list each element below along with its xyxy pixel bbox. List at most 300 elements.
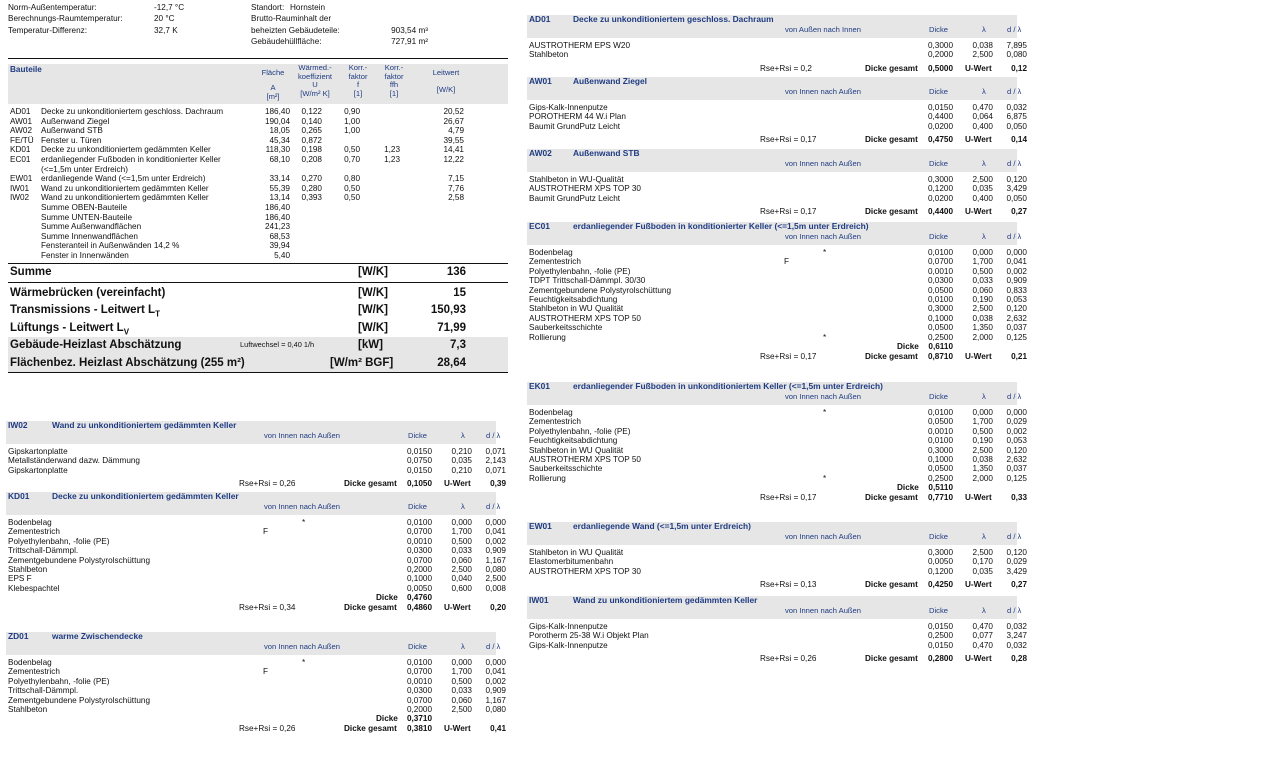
layer-thickness: 0,3000 bbox=[927, 175, 953, 184]
layer-lambda: 1,700 bbox=[972, 257, 993, 267]
layer-row bbox=[527, 473, 1027, 483]
layer-thickness: 0,0100 bbox=[406, 518, 432, 527]
info-label-2: Gebäudehüllfläche: bbox=[251, 37, 322, 47]
layer-lambda: 0,210 bbox=[451, 465, 472, 475]
summary-value: 28,64 bbox=[437, 356, 466, 369]
layer-row bbox=[527, 294, 1027, 304]
layer-thickness: 0,2500 bbox=[927, 332, 953, 342]
component-code: AD01 bbox=[529, 14, 551, 24]
component-name: erdanliegender Fußboden in konditionierter Keller (<=1,5m unter Erdreich) bbox=[573, 221, 869, 231]
col-d-lambda: d / λ bbox=[1007, 532, 1022, 541]
dicke-gesamt-value: 0,5000 bbox=[927, 63, 953, 73]
layer-lambda: 0,060 bbox=[972, 285, 993, 295]
col-lambda: λ bbox=[461, 502, 465, 511]
component-title bbox=[527, 522, 1017, 532]
layer-row bbox=[527, 454, 1027, 464]
layer-row bbox=[527, 417, 1027, 427]
layer-lambda: 0,500 bbox=[451, 676, 472, 686]
layer-row bbox=[527, 464, 1027, 474]
layer-name: Stahlbeton bbox=[8, 564, 48, 574]
dicke-label: Dicke bbox=[897, 483, 919, 493]
dicke-gesamt-value: 0,4250 bbox=[927, 580, 953, 590]
component-columns bbox=[527, 25, 1022, 38]
summary-label bbox=[10, 339, 181, 352]
u-wert-value: 0,28 bbox=[1011, 654, 1027, 664]
u-wert-label: U-Wert bbox=[965, 493, 992, 503]
component-columns bbox=[527, 532, 1022, 545]
dicke-value: 0,4760 bbox=[406, 593, 432, 603]
summary-unit: [kW] bbox=[358, 339, 383, 352]
layer-row bbox=[527, 285, 1027, 295]
layer-thickness: 0,0150 bbox=[406, 447, 432, 456]
layer-row bbox=[6, 574, 506, 584]
dicke-gesamt-label: Dicke gesamt bbox=[344, 724, 397, 734]
bauteil-code: EC01 bbox=[10, 154, 31, 164]
layer-name: Zementestrich bbox=[8, 527, 60, 537]
dicke-gesamt-value: 0,3810 bbox=[406, 724, 432, 734]
dicke-gesamt-label: Dicke gesamt bbox=[865, 654, 918, 664]
layer-name: Zementgebundene Polystyrolschüttung bbox=[8, 695, 151, 705]
layer-d-lambda: 7,895 bbox=[1006, 41, 1027, 50]
bauteil-f: 0,90 bbox=[344, 107, 360, 116]
sum-label: Summe Innenwandflächen bbox=[41, 231, 138, 241]
bauteil-f: 0,50 bbox=[344, 193, 360, 203]
layer-thickness: 0,0010 bbox=[927, 426, 953, 436]
dicke-gesamt-value: 0,4860 bbox=[406, 603, 432, 613]
layer-lambda: 1,700 bbox=[451, 667, 472, 677]
component-name: Wand zu unkonditioniertem gedämmten Keller bbox=[52, 420, 237, 430]
layer-name: Bodenbelag bbox=[8, 518, 52, 527]
table-row bbox=[8, 165, 508, 175]
layer-d-lambda: 0,002 bbox=[1006, 266, 1027, 276]
layer-lambda: 0,170 bbox=[972, 557, 993, 567]
bauteil-leitwert: 7,15 bbox=[448, 174, 464, 184]
layer-name: Polyethylenbahn, -folie (PE) bbox=[529, 266, 631, 276]
layer-lambda: 0,470 bbox=[972, 640, 993, 650]
dicke-gesamt-label: Dicke gesamt bbox=[344, 479, 397, 489]
layer-thickness: 0,1200 bbox=[927, 184, 953, 194]
rse-rsi: Rse+Rsi = 0,17 bbox=[760, 135, 817, 145]
sum-row bbox=[8, 232, 508, 242]
bauteil-leitwert: 2,58 bbox=[448, 193, 464, 203]
bauteil-u: 0,280 bbox=[301, 183, 322, 193]
col-d-lambda: d / λ bbox=[1007, 87, 1022, 96]
layer-mark: F bbox=[263, 667, 269, 677]
layer-name: Gips-Kalk-Innenputze bbox=[529, 622, 608, 631]
component-columns bbox=[527, 606, 1022, 619]
bauteil-code: KD01 bbox=[10, 145, 31, 155]
info-label: Temperatur-Differenz: bbox=[8, 25, 88, 35]
layer-thickness: 0,0700 bbox=[406, 527, 432, 537]
summary-label bbox=[10, 287, 165, 300]
sum-area: 186,40 bbox=[264, 202, 290, 212]
bauteil-f: 1,00 bbox=[344, 126, 360, 136]
layer-name: Trittschall-Dämmpl. bbox=[8, 686, 79, 696]
rse-rsi: Rse+Rsi = 0,2 bbox=[760, 63, 812, 73]
layer-thickness: 0,0100 bbox=[927, 248, 953, 257]
direction: von Innen nach Außen bbox=[264, 642, 340, 651]
component-title bbox=[527, 15, 1017, 25]
layer-thickness: 0,0200 bbox=[927, 121, 953, 131]
sum-row bbox=[8, 213, 508, 223]
layer-name: Elastomerbitumenbahn bbox=[529, 557, 614, 567]
info-label-2: beheizten Gebäudeteile: bbox=[251, 25, 340, 35]
u-wert-value: 0,33 bbox=[1011, 493, 1027, 503]
u-wert-label: U-Wert bbox=[965, 207, 992, 217]
bauteil-ffh: 1,23 bbox=[384, 145, 400, 155]
layer-d-lambda: 6,875 bbox=[1006, 112, 1027, 122]
dicke-value: 0,5110 bbox=[928, 483, 953, 493]
layer-name: Stahlbeton in WU Qualität bbox=[529, 445, 624, 455]
layer-thickness: 0,0200 bbox=[927, 193, 953, 203]
rse-rsi: Rse+Rsi = 0,26 bbox=[760, 654, 817, 664]
layer-thickness: 0,1000 bbox=[927, 454, 953, 464]
col-lambda: λ bbox=[982, 392, 986, 401]
layer-row bbox=[527, 622, 1027, 631]
layer-name: Stahlbeton bbox=[529, 50, 569, 60]
layer-lambda: 1,350 bbox=[972, 464, 993, 474]
layer-row bbox=[527, 436, 1027, 446]
layer-name: Porotherm 25-38 W.i Objekt Plan bbox=[529, 631, 649, 641]
layer-mark: * bbox=[823, 248, 827, 257]
layer-lambda: 0,190 bbox=[972, 294, 993, 304]
layer-name: Rollierung bbox=[529, 332, 566, 342]
rse-rsi: Rse+Rsi = 0,17 bbox=[760, 351, 817, 361]
layer-row bbox=[527, 557, 1027, 567]
dicke-row bbox=[527, 483, 1017, 493]
layer-name: Klebespachtel bbox=[8, 583, 60, 593]
layer-row bbox=[6, 518, 506, 527]
dicke-row bbox=[6, 593, 496, 603]
layer-thickness: 0,0150 bbox=[927, 622, 953, 631]
direction: von Innen nach Außen bbox=[785, 532, 861, 541]
layer-thickness: 0,0300 bbox=[406, 686, 432, 696]
dicke-gesamt-label: Dicke gesamt bbox=[344, 603, 397, 613]
layer-name: Gips-Kalk-Innenputze bbox=[529, 640, 608, 650]
layer-lambda: 0,470 bbox=[972, 622, 993, 631]
summary-row bbox=[8, 355, 508, 373]
layer-row bbox=[6, 695, 506, 705]
component-title bbox=[527, 77, 1017, 87]
sum-row bbox=[8, 222, 508, 232]
project-info bbox=[8, 3, 508, 49]
layer-thickness: 0,2000 bbox=[406, 704, 432, 714]
col-korr-ffh: Korr.- faktor ffh [1] bbox=[384, 63, 404, 98]
summary-row bbox=[8, 302, 508, 320]
info-value-3: 903,54 m³ bbox=[391, 25, 428, 35]
table-row bbox=[8, 184, 508, 194]
table-row bbox=[8, 145, 508, 155]
col-d-lambda: d / λ bbox=[1007, 392, 1022, 401]
rse-rsi: Rse+Rsi = 0,17 bbox=[760, 493, 817, 503]
layer-name: Baumit GrundPutz Leicht bbox=[529, 193, 621, 203]
component-columns bbox=[527, 392, 1022, 405]
component-columns bbox=[527, 87, 1022, 100]
info-label-2: Brutto-Rauminhalt der bbox=[251, 14, 332, 24]
layer-thickness: 0,2000 bbox=[927, 50, 953, 60]
col-d-lambda: d / λ bbox=[1007, 159, 1022, 168]
layer-d-lambda: 3,429 bbox=[1006, 184, 1027, 194]
info-row bbox=[8, 37, 508, 48]
u-wert-value: 0,14 bbox=[1011, 135, 1027, 145]
layer-name: Gipskartonplatte bbox=[8, 447, 68, 456]
col-dicke: Dicke bbox=[408, 642, 427, 651]
layer-row bbox=[527, 426, 1027, 436]
layer-d-lambda: 2,143 bbox=[485, 456, 506, 466]
component-iw01 bbox=[527, 595, 1027, 664]
dicke-gesamt-value: 0,4400 bbox=[927, 207, 953, 217]
dicke-row bbox=[527, 342, 1017, 352]
layer-thickness: 0,0750 bbox=[406, 456, 432, 466]
layer-row bbox=[527, 112, 1027, 122]
layer-name: Bodenbelag bbox=[8, 658, 52, 667]
layer-row bbox=[527, 193, 1027, 203]
layer-row bbox=[527, 323, 1027, 333]
sum-label: Fensteranteil in Außenwänden 14,2 % bbox=[41, 241, 180, 251]
layer-thickness: 0,0010 bbox=[927, 266, 953, 276]
dicke-gesamt-label: Dicke gesamt bbox=[865, 135, 918, 145]
sum-area: 68,53 bbox=[269, 231, 290, 241]
component-name: Wand zu unkonditioniertem gedämmten Keller bbox=[573, 595, 758, 605]
layer-d-lambda: 0,002 bbox=[485, 536, 506, 546]
layer-d-lambda: 0,909 bbox=[1006, 276, 1027, 286]
direction: von Innen nach Außen bbox=[785, 159, 861, 168]
u-wert-label: U-Wert bbox=[965, 351, 992, 361]
layer-lambda: 0,033 bbox=[451, 546, 472, 556]
layer-d-lambda: 0,909 bbox=[485, 546, 506, 556]
bauteil-area: 68,10 bbox=[269, 154, 290, 164]
bauteil-code: IW02 bbox=[10, 193, 30, 203]
layer-thickness: 0,0100 bbox=[927, 436, 953, 446]
layer-name: POROTHERM 44 W.i Plan bbox=[529, 112, 626, 122]
layer-d-lambda: 0,053 bbox=[1006, 294, 1027, 304]
layer-lambda: 2,500 bbox=[451, 564, 472, 574]
dicke-gesamt-label: Dicke gesamt bbox=[865, 493, 918, 503]
layer-d-lambda: 0,125 bbox=[1006, 473, 1027, 483]
component-title bbox=[6, 492, 496, 502]
layer-name: Sauberkeitsschichte bbox=[529, 323, 603, 333]
bauteil-area: 45,34 bbox=[269, 135, 290, 145]
bauteil-code: AW01 bbox=[10, 116, 32, 126]
summary-extra: Luftwechsel = 0,40 1/h bbox=[240, 340, 315, 350]
layer-lambda: 0,033 bbox=[972, 276, 993, 286]
layer-d-lambda: 0,041 bbox=[485, 667, 506, 677]
bauteil-leitwert: 26,67 bbox=[443, 116, 464, 126]
layer-row bbox=[6, 686, 506, 696]
info-value-2: Hornstein bbox=[290, 3, 326, 12]
info-row bbox=[8, 3, 508, 14]
summary-label bbox=[10, 322, 129, 336]
sum-area: 241,23 bbox=[264, 222, 290, 232]
layer-thickness: 0,2500 bbox=[927, 473, 953, 483]
layer-name: Feuchtigkeitsabdichtung bbox=[529, 294, 618, 304]
u-wert-value: 0,27 bbox=[1011, 207, 1027, 217]
layer-d-lambda: 0,037 bbox=[1006, 323, 1027, 333]
bauteil-desc: (<=1,5m unter Erdreich) bbox=[41, 164, 128, 174]
bauteil-area: 55,39 bbox=[269, 183, 290, 193]
col-lambda: λ bbox=[982, 159, 986, 168]
layer-thickness: 0,1000 bbox=[406, 574, 432, 584]
dicke-value: 0,3710 bbox=[406, 714, 432, 724]
layer-row bbox=[527, 257, 1027, 267]
col-dicke: Dicke bbox=[408, 502, 427, 511]
layer-lambda: 0,400 bbox=[972, 121, 993, 131]
bauteil-area: 190,04 bbox=[264, 116, 290, 126]
layer-d-lambda: 0,909 bbox=[485, 686, 506, 696]
layer-row bbox=[527, 266, 1027, 276]
u-wert-value: 0,39 bbox=[490, 479, 506, 489]
col-korr-f: Korr.- faktor f [1] bbox=[348, 63, 368, 98]
bauteil-desc: Wand zu unkonditioniertem gedämmten Keller bbox=[41, 193, 209, 203]
bauteil-area: 186,40 bbox=[264, 107, 290, 116]
layer-d-lambda: 0,032 bbox=[1006, 640, 1027, 650]
layer-d-lambda: 0,000 bbox=[1006, 248, 1027, 257]
layer-thickness: 0,0100 bbox=[927, 294, 953, 304]
layer-thickness: 0,0300 bbox=[927, 276, 953, 286]
layer-row bbox=[527, 103, 1027, 112]
layer-thickness: 0,0050 bbox=[927, 557, 953, 567]
layer-row bbox=[527, 121, 1027, 131]
bauteil-ffh: 1,23 bbox=[384, 154, 400, 164]
info-row bbox=[8, 14, 508, 25]
layer-lambda: 0,033 bbox=[451, 686, 472, 696]
u-wert-label: U-Wert bbox=[444, 603, 471, 613]
rse-rsi: Rse+Rsi = 0,17 bbox=[760, 207, 817, 217]
component-title bbox=[6, 421, 496, 431]
layer-row bbox=[527, 248, 1027, 257]
layer-name: Trittschall-Dämmpl. bbox=[8, 546, 79, 556]
layer-row bbox=[527, 332, 1027, 342]
layer-thickness: 0,0500 bbox=[927, 285, 953, 295]
component-columns bbox=[527, 159, 1022, 172]
layer-d-lambda: 0,080 bbox=[485, 704, 506, 714]
layer-d-lambda: 0,041 bbox=[485, 527, 506, 537]
layer-lambda: 2,500 bbox=[972, 445, 993, 455]
layer-lambda: 2,500 bbox=[972, 304, 993, 314]
summary-unit: [W/K] bbox=[358, 321, 389, 334]
layer-name: TDPT Trittschall-Dämmpl. 30/30 bbox=[529, 276, 646, 286]
info-value: 32,7 K bbox=[154, 25, 178, 35]
total-row bbox=[527, 207, 1027, 217]
bauteil-f: 0,70 bbox=[344, 154, 360, 164]
total-row bbox=[527, 654, 1027, 664]
layer-row bbox=[527, 445, 1027, 455]
component-zd01 bbox=[6, 631, 506, 734]
layer-lambda: 0,060 bbox=[451, 695, 472, 705]
layer-thickness: 0,0700 bbox=[927, 257, 953, 267]
col-flaeche: Fläche bbox=[261, 68, 285, 77]
layer-d-lambda: 0,032 bbox=[1006, 103, 1027, 112]
layer-name: Metallständerwand dazw. Dämmung bbox=[8, 456, 140, 466]
info-row bbox=[8, 26, 508, 37]
summary-row bbox=[8, 285, 508, 303]
u-wert-label: U-Wert bbox=[965, 580, 992, 590]
table-row bbox=[8, 174, 508, 184]
component-name: erdanliegender Fußboden in unkonditioniertem Keller (<=1,5m unter Erdreich) bbox=[573, 381, 883, 391]
layer-thickness: 0,3000 bbox=[927, 548, 953, 557]
layer-name: Zementestrich bbox=[529, 417, 581, 427]
layer-name: Bodenbelag bbox=[529, 248, 573, 257]
u-wert-label: U-Wert bbox=[444, 479, 471, 489]
bauteil-leitwert: 39,55 bbox=[443, 135, 464, 145]
info-label: Berechnungs-Raumtemperatur: bbox=[8, 14, 123, 24]
sum-label: Fenster in Innenwänden bbox=[41, 250, 129, 260]
info-label: Norm-Außentemperatur: bbox=[8, 3, 97, 12]
layer-lambda: 0,210 bbox=[451, 447, 472, 456]
bauteil-u: 0,265 bbox=[301, 126, 322, 136]
layer-row bbox=[6, 676, 506, 686]
layer-name: AUSTROTHERM EPS W20 bbox=[529, 41, 630, 50]
layer-thickness: 0,2500 bbox=[927, 631, 953, 641]
layer-lambda: 0,038 bbox=[972, 41, 993, 50]
layer-d-lambda: 2,632 bbox=[1006, 313, 1027, 323]
layer-name: Baumit GrundPutz Leicht bbox=[529, 121, 621, 131]
layer-thickness: 0,0100 bbox=[406, 658, 432, 667]
total-row bbox=[6, 724, 506, 734]
rse-rsi: Rse+Rsi = 0,34 bbox=[239, 603, 296, 613]
bauteil-code: AW02 bbox=[10, 126, 32, 136]
u-wert-value: 0,21 bbox=[1011, 351, 1027, 361]
layer-lambda: 1,700 bbox=[451, 527, 472, 537]
layer-row bbox=[527, 276, 1027, 286]
component-code: KD01 bbox=[8, 491, 30, 501]
layer-d-lambda: 0,071 bbox=[485, 447, 506, 456]
layer-mark: * bbox=[823, 408, 827, 417]
layer-thickness: 0,0150 bbox=[927, 103, 953, 112]
layer-thickness: 0,0150 bbox=[406, 465, 432, 475]
layer-d-lambda: 0,000 bbox=[485, 518, 506, 527]
layer-row bbox=[6, 564, 506, 574]
layer-name: Polyethylenbahn, -folie (PE) bbox=[8, 676, 110, 686]
dicke-value: 0,6110 bbox=[928, 341, 953, 351]
layer-name: Gipskartonplatte bbox=[8, 465, 68, 475]
layer-thickness: 0,1000 bbox=[927, 313, 953, 323]
bauteil-area: 118,30 bbox=[265, 145, 290, 155]
layer-lambda: 0,000 bbox=[972, 408, 993, 417]
bauteil-f: 0,80 bbox=[344, 174, 360, 184]
info-label-2: Standort: bbox=[251, 3, 285, 12]
dicke-label: Dicke bbox=[376, 593, 398, 603]
component-name: Außenwand Ziegel bbox=[573, 76, 647, 86]
component-code: IW01 bbox=[529, 595, 549, 605]
layer-lambda: 2,000 bbox=[972, 473, 993, 483]
table-row bbox=[8, 117, 508, 127]
layer-name: Zementgebundene Polystyrolschüttung bbox=[529, 285, 672, 295]
u-wert-label: U-Wert bbox=[965, 654, 992, 664]
layer-lambda: 0,060 bbox=[451, 555, 472, 565]
layer-lambda: 0,000 bbox=[451, 518, 472, 527]
layer-d-lambda: 0,029 bbox=[1006, 417, 1027, 427]
layer-d-lambda: 3,247 bbox=[1006, 631, 1027, 641]
rse-rsi: Rse+Rsi = 0,26 bbox=[239, 479, 296, 489]
bauteil-desc: erdanliegender Fußboden in konditionierter Keller bbox=[41, 154, 221, 164]
u-wert-value: 0,20 bbox=[490, 603, 506, 613]
layer-name: Polyethylenbahn, -folie (PE) bbox=[529, 426, 631, 436]
bauteile-header bbox=[8, 64, 508, 104]
layer-lambda: 1,700 bbox=[972, 417, 993, 427]
bauteil-f: 0,50 bbox=[344, 145, 360, 155]
layer-lambda: 0,040 bbox=[451, 574, 472, 584]
layer-thickness: 0,0010 bbox=[406, 676, 432, 686]
component-title bbox=[527, 149, 1017, 159]
dicke-gesamt-value: 0,2800 bbox=[927, 654, 953, 664]
layer-d-lambda: 2,500 bbox=[485, 574, 506, 584]
layer-d-lambda: 1,167 bbox=[485, 695, 506, 705]
table-row bbox=[8, 126, 508, 136]
direction: von Innen nach Außen bbox=[785, 392, 861, 401]
col-dicke: Dicke bbox=[929, 532, 948, 541]
component-iw02 bbox=[6, 420, 506, 489]
